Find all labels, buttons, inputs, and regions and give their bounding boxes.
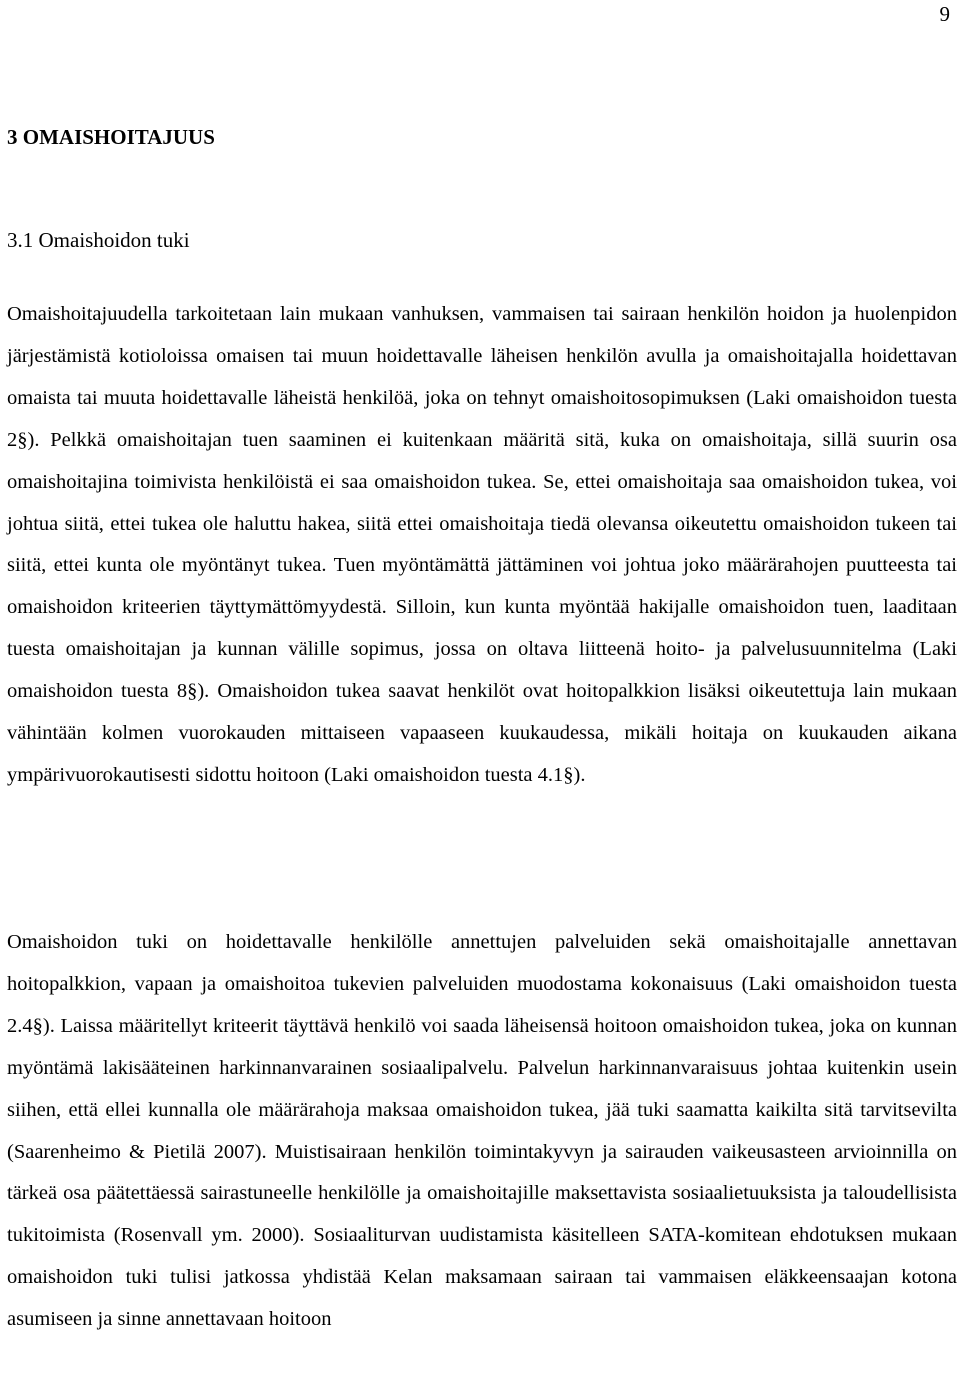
page-number: 9 [939, 2, 950, 26]
section-heading: 3.1 Omaishoidon tuki [7, 228, 190, 252]
chapter-heading: 3 OMAISHOITAJUUS [7, 125, 215, 149]
body-paragraph: Omaishoitajuudella tarkoitetaan lain mukaan vanhuksen, vammaisen tai sairaan henkilön hoidon ja huolenpidon järjestämistä kotioloissa omaisen tai muun hoidettavalle läheisen henkilön avulla ja omaishoitajalla hoidettavan omaista tai muuta hoidettavalle läheistä henkilöä, joka on tehnyt omaishoitosopimuksen (Laki omaishoidon tuesta 2§). Pelkkä omaishoitajan tuen saaminen ei kuitenkaan määritä sitä, kuka on omaishoitaja, sillä suurin osa omaishoitajina toimivista henkilöistä ei saa omaishoidon tukea. Se, ettei omaishoitaja saa omaishoidon tukea, voi johtua siitä, ettei tukea ole haluttu hakea, siitä ettei omaishoitaja tiedä olevansa oikeutettu omaishoidon tukeen tai siitä, ettei kunta ole myöntänyt tukea. Tuen myöntämättä jättäminen voi johtua joko määrärahojen puutteesta tai omaishoidon kriteerien täyttymättömyydestä. Silloin, kun kunta myöntää hakijalle omaishoidon tuen, laaditaan tuesta omaishoitajan ja kunnan välille sopimus, jossa on oltava liitteenä hoito- ja palvelusuunnitelma (Laki omaishoidon tuesta 8§). Omaishoidon tukea saavat henkilöt ovat hoitopalkkion lisäksi oikeutettuja lain mukaan vähintään kolmen vuorokauden mittaiseen vapaaseen kuukaudessa, mikäli hoitaja on kuukauden aikana ympärivuorokautisesti sidottu hoitoon (Laki omaishoidon tuesta 4.1§). [7, 303, 957, 786]
body-paragraph: Omaishoidon tuki on hoidettavalle henkilölle annettujen palveluiden sekä omaishoitajalle annettavan hoitopalkkion, vapaan ja omaishoitoa tukevien palveluiden muodostama kokonaisuus (Laki omaishoidon tuesta 2.4§). Laissa määritellyt kriteerit täyttävä henkilö voi saada läheisensä hoitoon omaishoidon tukea, joka on kunnan myöntämä lakisääteinen harkinnanvarainen sosiaalipalvelu. Palvelun harkinnanvaraisuus johtaa kuitenkin usein siihen, että ellei kunnalla ole määrärahoja maksaa omaishoidon tukea, jää tuki saamatta kaikilta sitä tarvitsevilta (Saarenheimo & Pietilä 2007). Muistisairaan henkilön toimintakyvyn ja sairauden vaikeusasteen arvioinnilla on tärkeä osa päätettäessä sairastuneelle henkilölle ja omaishoitajille maksettavista sosiaalietuuksista ja taloudellisista tukitoimista (Rosenvall ym. 2000). Sosiaaliturvan uudistamista käsitelleen SATA-komitean ehdotuksen mukaan omaishoidon tuki tulisi jatkossa yhdistää Kelan maksamaan sairaan tai vammaisen eläkkeensaajan kotona asumiseen ja sinne annettavaan hoitoon [7, 931, 957, 1331]
